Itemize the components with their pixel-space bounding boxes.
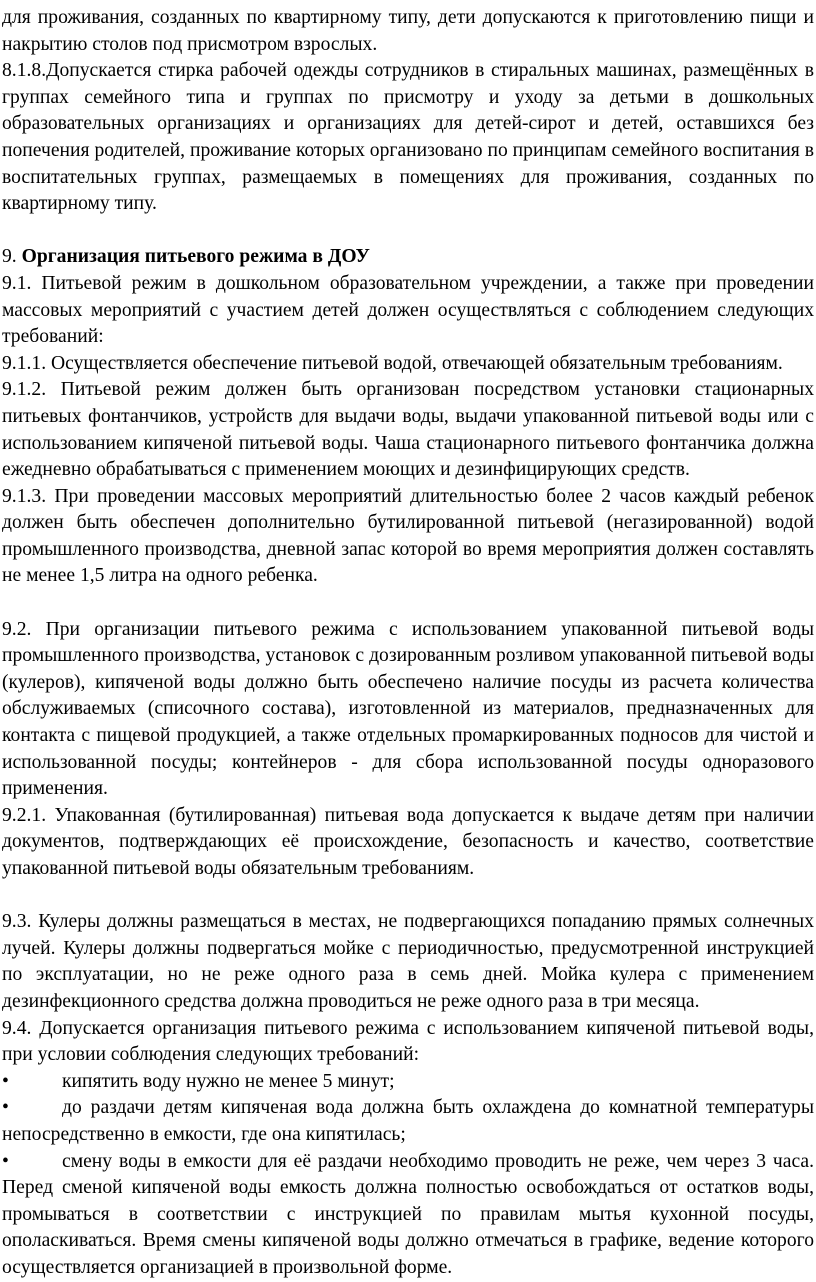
- bullet-icon: •: [2, 1070, 9, 1092]
- section-9-heading: [2, 244, 814, 271]
- bullet-text: до раздачи детям кипяченая вода должна быть охлаждена до комнатной температуры непосредственно в емкости, где она кипятилась;: [2, 1097, 814, 1145]
- paragraph-9-3: 9.3. Кулеры должны размещаться в местах, не подвергающихся попаданию прямых солнечных лучей. Кулеры должны подвергаться мойке с периодичностью, предусмотренной инструкцией по эксплуатации, но не реже одного раза в семь дней. Мойка кулера с применением дезинфекционного средства должна проводиться не реже одного раза в три месяца.: [2, 911, 814, 1012]
- paragraph-9-2-1: 9.2.1. Упакованная (бутилированная) питьевая вода допускается к выдаче детям при наличии документов, подтверждающих её происхождение, безопасность и качество, соответствие упакованной питьевой воды обязательным требованиям.: [2, 804, 814, 879]
- bullet-icon: •: [2, 1150, 9, 1172]
- paragraph-spacer: [2, 590, 814, 617]
- bullet-icon: •: [2, 1097, 9, 1119]
- bullet-item: [2, 1149, 814, 1282]
- paragraph-8-1-8: 8.1.8.Допускается стирка рабочей одежды сотрудников в стиральных машинах, размещённых в группах семейного типа и группах по присмотру и уходу за детьми в дошкольных образовательных организациях и организациях для детей-сирот и детей, оставшихся без попечения родителей, проживание которых организовано по принципам семейного воспитания в воспитательных группах, размещаемых в помещениях для проживания, созданных по квартирному типу.: [2, 60, 814, 215]
- paragraph-9-4: 9.4. Допускается организация питьевого режима с использованием кипяченой питьевой воды, при условии соблюдения следующих требований:: [2, 1017, 814, 1066]
- paragraph-9-2: 9.2. При организации питьевого режима с использованием упакованной питьевой воды промышленного производства, установок с дозированным розливом упакованной питьевой воды (кулеров), кипяченой воды должно быть обеспечено наличие посуды из расчета количества обслуживаемых (списочного состава), изготовленной из материалов, предназначенных для контакта с пищевой продукцией, а также отдельных промаркированных подносов для чистой и использованной посуды; контейнеров - для сбора использованной посуды одноразового применения.: [2, 618, 814, 800]
- section-9-number: 9.: [2, 246, 17, 268]
- paragraph-spacer: [2, 218, 814, 245]
- section-9-title: Организация питьевого режима в ДОУ: [21, 246, 370, 268]
- bullet-item: [2, 1095, 814, 1148]
- paragraph-9-1: 9.1. Питьевой режим в дошкольном образовательном учреждении, а также при проведении массовых мероприятий с участием детей должен осуществляться с соблюдением следующих требований:: [2, 272, 814, 348]
- paragraph-9-1-3: 9.1.3. При проведении массовых мероприятий длительностью более 2 часов каждый ребенок должен быть обеспечен дополнительно бутилированной питьевой (негазированной) водой промышленного производства, дневной запас которой во время мероприятия должен составлять не менее 1,5 литра на одного ребенка.: [2, 485, 814, 587]
- bullet-item: [2, 1069, 814, 1096]
- paragraph-9-1-2: 9.1.2. Питьевой режим должен быть организован посредством установки стационарных питьевых фонтанчиков, устройств для выдачи воды, выдачи упакованной питьевой воды или с использованием кипяченой питьевой воды. Чаша стационарного питьевого фонтанчика должна ежедневно обрабатываться с применением моющих и дезинфицирующих средств.: [2, 379, 814, 481]
- paragraph-intro: для проживания, созданных по квартирному типу, дети допускаются к приготовлению пищи и накрытию столов под присмотром взрослых.: [2, 7, 814, 55]
- paragraph-spacer: [2, 883, 814, 910]
- bullet-text: кипятить воду нужно не менее 5 минут;: [62, 1070, 395, 1092]
- bullet-text: смену воды в емкости для её раздачи необходимо проводить не реже, чем через 3 часа. Перед сменой кипяченой воды емкость должна полностью освобождаться от остатков воды, промываться в соответствии с инструкцией по правилам мытья кухонной посуды, ополаскиваться. Время смены кипяченой воды должно отмечаться в графике, ведение которого осуществляется организацией в произвольной форме.: [2, 1150, 814, 1278]
- paragraph-9-1-1: 9.1.1. Осуществляется обеспечение питьевой водой, отвечающей обязательным требованиям.: [2, 352, 783, 374]
